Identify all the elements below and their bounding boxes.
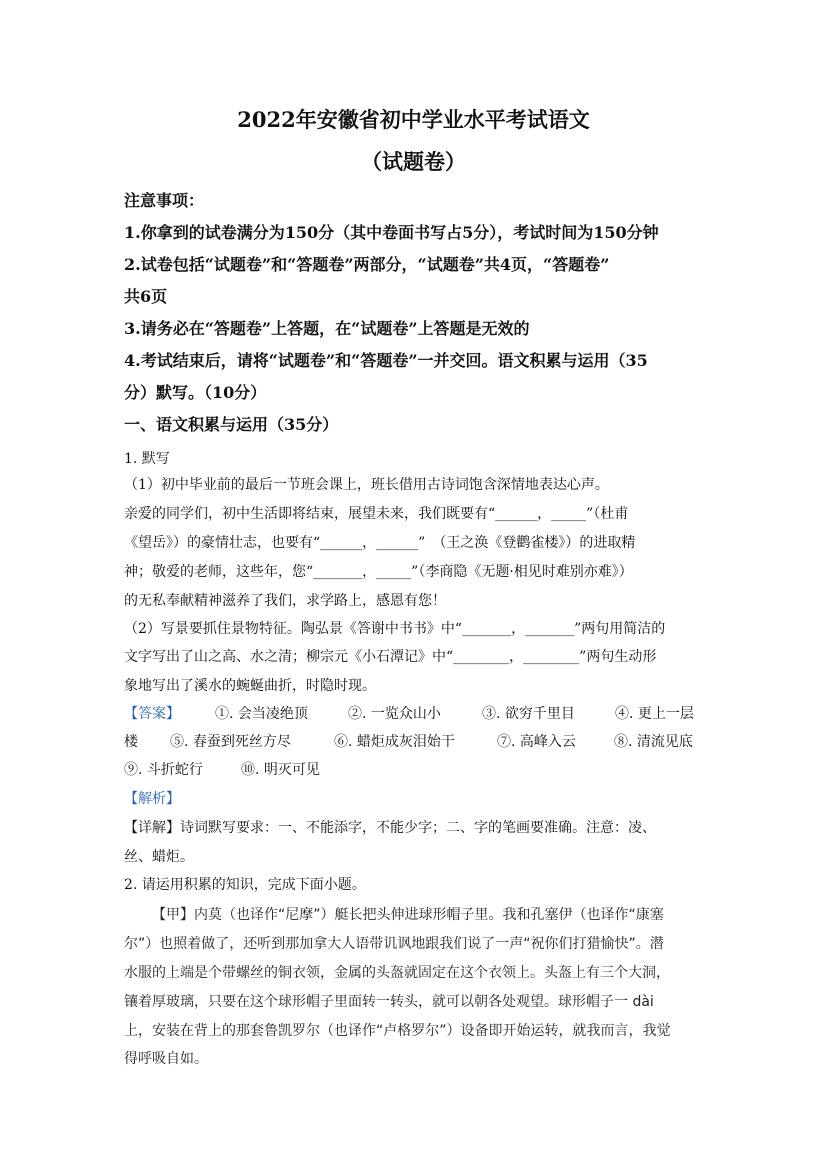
answer-item: ⑨. 斗折蛇行 xyxy=(124,762,203,778)
answer-item: ⑩. 明灭可见 xyxy=(241,762,320,778)
answer-label xyxy=(124,703,180,723)
detail-text: 【详解】诗词默写要求：一、不能添字，不能少字；二、字的笔画要准确。注意：凌、 xyxy=(124,820,656,836)
section-heading: 一、语文积累与运用（35分） xyxy=(124,415,339,434)
answer-item: ⑦. 高峰入云 xyxy=(497,734,576,750)
answer-label-text: 【答案】 xyxy=(124,706,180,722)
question-number: 2. 请运用积累的知识，完成下面小题。 xyxy=(124,877,366,893)
question-text: 《望岳》）的豪情壮志，也要有“______，______” （王之涣《登鹳雀楼》）的进取精 xyxy=(124,535,636,551)
notice-item: 共6页 xyxy=(124,287,168,306)
question-text: 神；敬爱的老师，这些年，您“_______，_____”（李商隐《无题·相见时难别亦难》） xyxy=(124,564,633,580)
answer-item: ①. 会当凌绝顶 xyxy=(215,706,308,722)
question-number: 1. 默写 xyxy=(124,451,170,467)
passage-line: 上，安装在背上的那套鲁凯罗尔（也译作“卢格罗尔”）设备即开始运转，就我而言，我觉 xyxy=(124,1023,671,1039)
notice-item: 1.你拿到的试卷满分为150分（其中卷面书写占5分），考试时间为150分钟 xyxy=(124,223,659,242)
answer-item: ②. 一览众山小 xyxy=(348,706,441,722)
analysis-label: 【解析】 xyxy=(124,791,180,807)
answer-item: ③. 欲穷千里目 xyxy=(482,706,575,722)
answer-item: ⑥. 蜡炬成灰泪始干 xyxy=(334,734,455,750)
question-text: 文字写出了山之高、水之清；柳宗元《小石潭记》中“________，________”两句生动形 xyxy=(124,649,657,665)
question-text: 象地写出了溪水的蜿蜒曲折，时隐时现。 xyxy=(124,678,376,694)
notice-item: 4.考试结束后，请将“试题卷”和“答题卷”一并交回。语文积累与运用（35 xyxy=(124,351,648,370)
question-text: （1）初中毕业前的最后一节班会课上，班长借用古诗词饱含深情地表达心声。 xyxy=(124,477,609,493)
answer-item: ⑤. 春蚕到死丝方尽 xyxy=(170,734,291,750)
notice-item: 3.请务必在“答题卷”上答题，在“试题卷”上答题是无效的 xyxy=(124,319,530,338)
question-text: （2）写景要抓住景物特征。陶弘景《答谢中书书》中“_______，_______”两句用简洁的 xyxy=(124,621,666,637)
answer-item: ④. 更上一层 xyxy=(615,706,694,722)
page-title: 2022年安徽省初中学业水平考试语文 xyxy=(237,107,590,132)
detail-text: 丝、蜡炬。 xyxy=(124,849,194,865)
passage-line: 水服的上端是个带螺丝的铜衣领，金属的头盔就固定在这个衣领上。头盔上有三个大洞， xyxy=(124,965,670,981)
notice-item: 2.试卷包括“试题卷”和“答题卷”两部分，“试题卷”共4页，“答题卷” xyxy=(124,255,610,274)
passage-line: 【甲】内莫（也译作“尼摩”）艇长把头伸进球形帽子里。我和孔塞伊（也译作“康塞 xyxy=(152,907,664,923)
passage-line: 尔”）也照着做了，还听到那加拿大人语带讥讽地跟我们说了一声“祝你们打猎愉快”。潜 xyxy=(124,936,664,952)
passage-line: 得呼吸自如。 xyxy=(124,1051,208,1067)
answer-item: 楼 xyxy=(124,734,138,750)
passage-line: 镶着厚玻璃，只要在这个球形帽子里面转一转头，就可以朝各处观望。球形帽子一 dài xyxy=(124,994,654,1010)
page-subtitle: （试题卷） xyxy=(361,149,466,174)
question-text: 的无私奉献精神滋养了我们，求学路上，感恩有您！ xyxy=(124,593,446,609)
notice-heading: 注意事项： xyxy=(124,191,205,210)
question-text: 亲爱的同学们，初中生活即将结束，展望未来，我们既要有“______，_____”（杜甫 xyxy=(124,506,629,522)
answer-item: ⑧. 清流见底 xyxy=(614,734,693,750)
notice-item: 分）默写。（10分） xyxy=(124,383,267,402)
